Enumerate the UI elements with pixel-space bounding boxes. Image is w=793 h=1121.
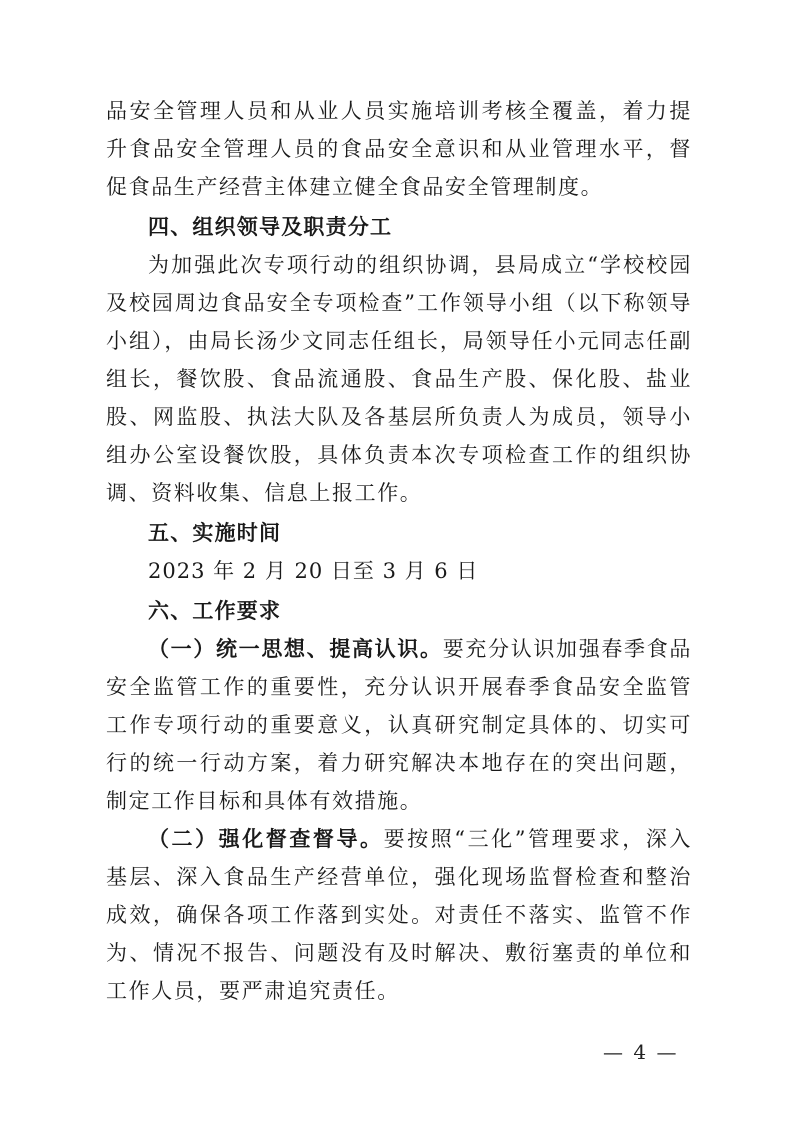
requirement-1-body: 要充分认识加强春季食品安全监管工作的重要性，充分认识开展春季食品安全监管工作专项行动的重要意义，认真研究制定具体的、切实可行的统一行动方案，着力研究解决本地存在的突出问题，制定工作目标和具体有效措施。	[106, 637, 692, 813]
section-heading-organization: 四、组织领导及职责分工	[148, 215, 393, 239]
requirement-2-body: 要按照“三化”管理要求，深入基层、深入食品生产经营单位，强化现场监督检查和整治成效，确保各项工作落到实处。对责任不落实、监管不作为、情况不报告、问题没有及时解决、敷衍塞责的单位和工作人员，要严肃追究责任。	[106, 827, 693, 1003]
page-number: — 4 —	[603, 1040, 679, 1064]
paragraph-continued: 品安全管理人员和从业人员实施培训考核全覆盖，着力提升食品安全管理人员的食品安全意识和从业管理水平，督促食品生产经营主体建立健全食品安全管理制度。	[106, 99, 692, 199]
paragraph-schedule-date: 2023 年 2 月 20 日至 3 月 6 日	[148, 559, 479, 583]
section-heading-requirements: 六、工作要求	[148, 599, 282, 623]
paragraph-organization: 为加强此次专项行动的组织协调，县局成立“学校校园及校园周边食品安全专项检查”工作领导小组（以下称领导小组），由局长汤少文同志任组长，局领导任小元同志任副组长，餐饮股、食品流通股、食品生产股、保化股、盐业股、网监股、执法大队及各基层所负责人为成员，领导小组办公室设餐饮股，具体负责本次专项检查工作的组织协调、资料收集、信息上报工作。	[106, 253, 692, 505]
requirement-1-lead: （一）统一思想、提高认识。	[148, 637, 443, 661]
section-heading-schedule: 五、实施时间	[148, 521, 282, 545]
paragraph-requirement-1	[106, 630, 692, 820]
requirement-2-lead: （二）强化督查督导。	[148, 827, 384, 851]
document-body	[106, 92, 692, 1010]
paragraph-requirement-2	[106, 820, 692, 1010]
